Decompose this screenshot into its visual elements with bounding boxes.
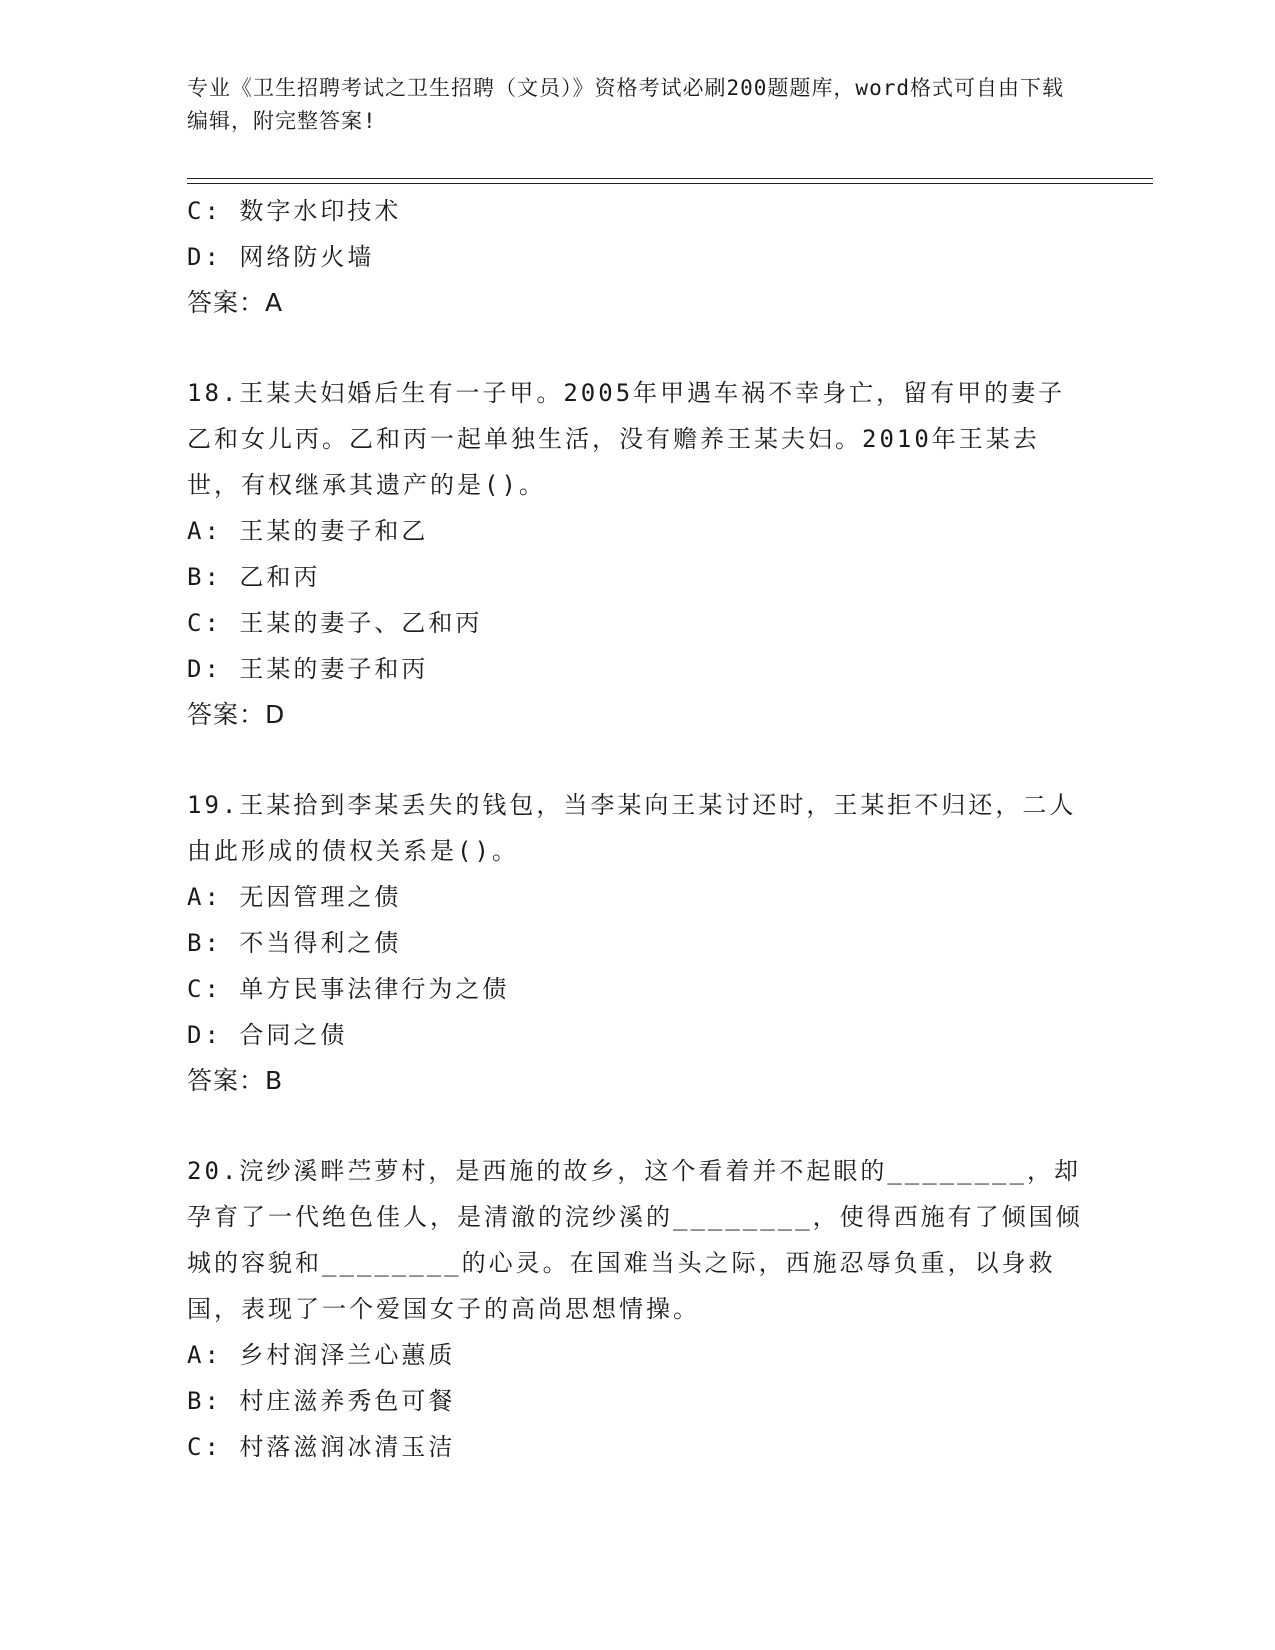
question-list [187, 188, 1087, 1470]
option-c: C: 数字水印技术 [187, 197, 402, 225]
document-header [187, 72, 1067, 138]
question-stem: 20.浣纱溪畔苎萝村，是西施的故乡，这个看着并不起眼的________，却孕育了一代绝色佳人，是清澈的浣纱溪的________，使得西施有了倾国倾城的容貌和________的心灵。在国难当头之际，西施忍辱负重，以身救国，表现了一个爱国女子的高尚思想情操。 [187, 1157, 1083, 1323]
option-a: A: 无因管理之债 [187, 883, 402, 911]
answer-line: 答案：D [187, 700, 286, 729]
option-d: D: 网络防火墙 [187, 243, 375, 271]
question-20 [187, 1148, 1087, 1470]
option-c: C: 王某的妻子、乙和丙 [187, 609, 483, 637]
option-c: C: 村落滋润冰清玉洁 [187, 1433, 456, 1461]
previous-question-tail [187, 188, 1087, 326]
question-stem: 18.王某夫妇婚后生有一子甲。2005年甲遇车祸不幸身亡，留有甲的妻子乙和女儿丙。乙和丙一起单独生活，没有赡养王某夫妇。2010年王某去世，有权继承其遗产的是()。 [187, 379, 1066, 499]
option-d: D: 合同之债 [187, 1021, 348, 1049]
option-b: B: 村庄滋养秀色可餐 [187, 1387, 456, 1415]
option-a: A: 乡村润泽兰心蕙质 [187, 1341, 456, 1369]
option-a: A: 王某的妻子和乙 [187, 517, 429, 545]
option-b: B: 乙和丙 [187, 563, 321, 591]
question-18 [187, 370, 1087, 738]
header-divider-bottom [187, 183, 1153, 184]
question-19 [187, 782, 1087, 1104]
option-c: C: 单方民事法律行为之债 [187, 975, 510, 1003]
option-d: D: 王某的妻子和丙 [187, 655, 429, 683]
answer-line: 答案：A [187, 288, 284, 317]
question-stem: 19.王某拾到李某丢失的钱包，当李某向王某讨还时，王某拒不归还，二人由此形成的债权关系是()。 [187, 791, 1077, 865]
header-divider-top [187, 178, 1153, 179]
answer-line: 答案：B [187, 1066, 284, 1095]
header-title: 专业《卫生招聘考试之卫生招聘（文员）》资格考试必刷200题题库，word格式可自由下载编辑，附完整答案! [187, 76, 1064, 133]
option-b: B: 不当得利之债 [187, 929, 402, 957]
